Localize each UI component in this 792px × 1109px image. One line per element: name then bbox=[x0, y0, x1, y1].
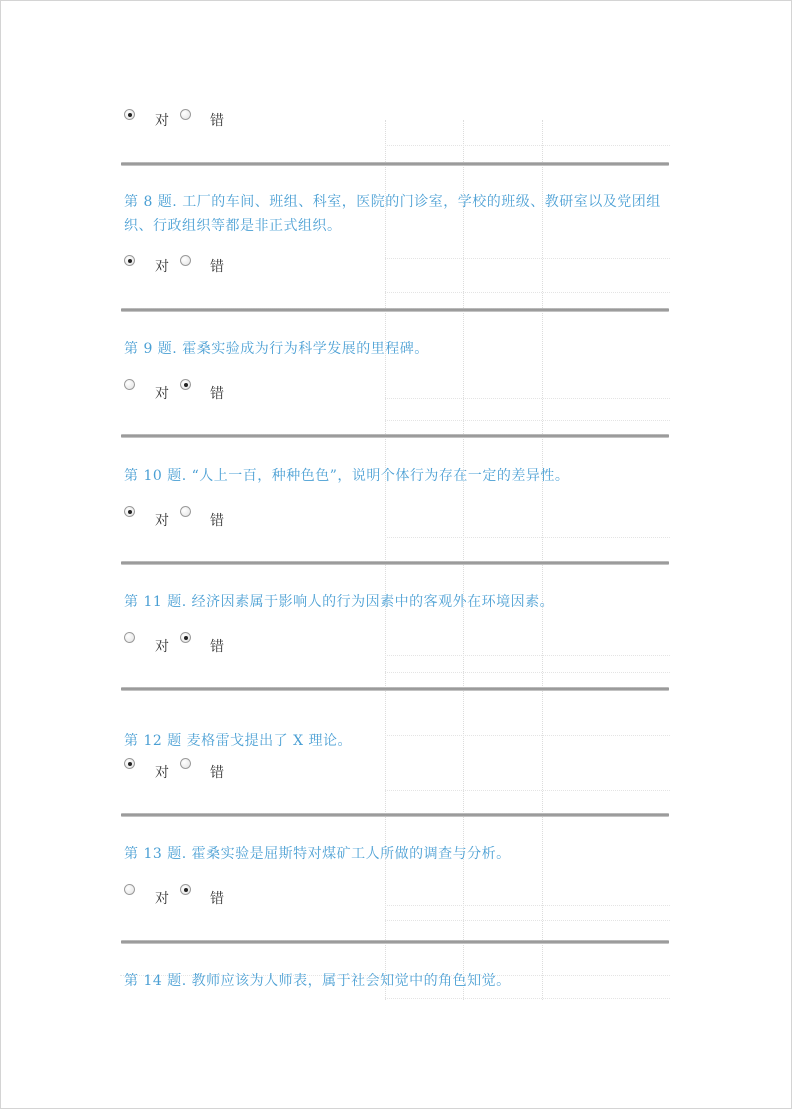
radio-false-q9[interactable] bbox=[180, 379, 191, 390]
option-true-label: 对 bbox=[155, 259, 169, 275]
question-separator bbox=[121, 308, 669, 312]
question-text-q13: 第 13 题. 霍桑实验是屈斯特对煤矿工人所做的调查与分析。 bbox=[124, 846, 511, 862]
option-false-label: 错 bbox=[210, 765, 224, 781]
question-text-q11: 第 11 题. 经济因素属于影响人的行为因素中的客观外在环境因素。 bbox=[124, 594, 555, 610]
question-text-q14: 第 14 题. 教师应该为人师表，属于社会知觉中的角色知觉。 bbox=[124, 973, 511, 989]
option-true-label: 对 bbox=[155, 639, 169, 655]
question-separator bbox=[121, 561, 669, 565]
question-text-q12: 第 12 题 麦格雷戈提出了 X 理论。 bbox=[124, 733, 353, 749]
radio-false-q10[interactable] bbox=[180, 506, 191, 517]
radio-false-q7[interactable] bbox=[180, 109, 191, 120]
radio-false-q11[interactable] bbox=[180, 632, 191, 643]
question-text-q8: 第 8 题. 工厂的车间、班组、科室，医院的门诊室，学校的班级、教研室以及党团组织、行政组织等都是非正式组织。 bbox=[124, 194, 661, 234]
radio-true-q9[interactable] bbox=[124, 379, 135, 390]
radio-true-q12[interactable] bbox=[124, 758, 135, 769]
option-false-label: 错 bbox=[210, 113, 224, 129]
question-separator bbox=[121, 434, 669, 438]
radio-true-q8[interactable] bbox=[124, 255, 135, 266]
question-separator bbox=[121, 940, 669, 944]
question-text-q9: 第 9 题. 霍桑实验成为行为科学发展的里程碑。 bbox=[124, 341, 429, 357]
question-separator bbox=[121, 813, 669, 817]
option-false-label: 错 bbox=[210, 386, 224, 402]
option-true-label: 对 bbox=[155, 891, 169, 907]
radio-false-q13[interactable] bbox=[180, 884, 191, 895]
option-true-label: 对 bbox=[155, 113, 169, 129]
radio-true-q13[interactable] bbox=[124, 884, 135, 895]
option-true-label: 对 bbox=[155, 765, 169, 781]
option-false-label: 错 bbox=[210, 259, 224, 275]
radio-true-q11[interactable] bbox=[124, 632, 135, 643]
question-text-q10: 第 10 题. “人上一百，种种色色”，说明个体行为存在一定的差异性。 bbox=[124, 468, 570, 484]
option-false-label: 错 bbox=[210, 891, 224, 907]
option-false-label: 错 bbox=[210, 639, 224, 655]
question-separator bbox=[121, 687, 669, 691]
radio-false-q8[interactable] bbox=[180, 255, 191, 266]
option-true-label: 对 bbox=[155, 386, 169, 402]
radio-true-q10[interactable] bbox=[124, 506, 135, 517]
radio-true-q7[interactable] bbox=[124, 109, 135, 120]
option-true-label: 对 bbox=[155, 513, 169, 529]
option-false-label: 错 bbox=[210, 513, 224, 529]
question-separator bbox=[121, 162, 669, 166]
radio-false-q12[interactable] bbox=[180, 758, 191, 769]
